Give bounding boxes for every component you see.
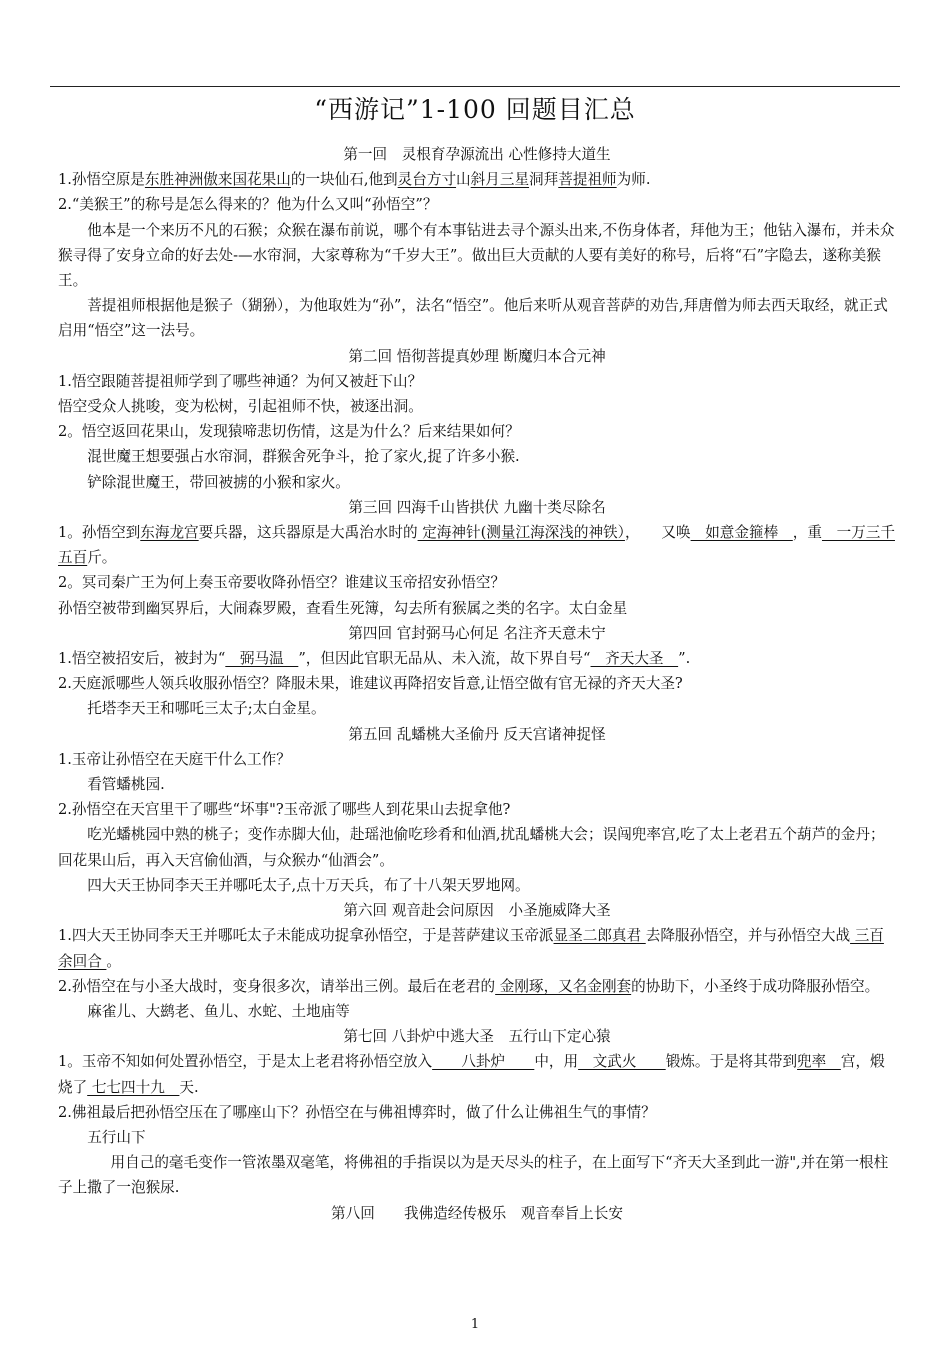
answer-blank: 定海神针(测量江海深浅的神铁） xyxy=(417,524,625,542)
chapter-heading: 第四回 官封弼马心何足 名注齐天意未宁 xyxy=(348,624,606,642)
question: 1.玉帝让孙悟空在天庭干什么工作？ xyxy=(58,750,291,768)
question: 2.孙悟空在天宫里干了哪些“坏事"?玉帝派了哪些人到花果山去捉拿他? xyxy=(58,801,511,819)
answer-blank: 显圣二郎真君 xyxy=(553,927,646,945)
question: 2.“美猴王”的称号是怎么得来的？他为什么又叫“孙悟空”？ xyxy=(58,196,438,214)
document-title: “西游记”1-100 回题目汇总 xyxy=(314,95,636,124)
answer-blank: 斜月三星 xyxy=(470,171,530,189)
answer: 混世魔王想要强占水帘洞，群猴舍死争斗，抢了家火,捉了许多小猴. xyxy=(87,448,520,466)
answer: 用自己的毫毛变作一管浓墨双毫笔，将佛祖的手指误以为是天尽头的柱子，在上面写下“齐天大圣到此一游",并在第一根柱子上撒了一泡猴尿. xyxy=(58,1154,889,1197)
answer-blank: 兜率 xyxy=(797,1053,841,1071)
answer: 菩提祖师根据他是猴子（猢狲），为他取姓为“孙”，法名“悟空”。他后来听从观音菩萨的劝告,拜唐僧为师去西天取经，就正式启用“悟空”这一法号。 xyxy=(58,297,888,340)
answer-blank: 弼马温 xyxy=(225,650,299,668)
chapter-heading: 第六回 观音赴会问原因 小圣施威降大圣 xyxy=(343,902,611,920)
question: 1.四大天王协同李天王并哪吒太子未能成功捉拿孙悟空，于是菩萨建议玉帝派显圣二郎真君 去降服孙悟空，并与孙悟空大战 三百余回合 。 xyxy=(58,927,884,970)
answer-blank: 东胜神洲傲来国花果山 xyxy=(144,171,291,189)
answer: 看管蟠桃园. xyxy=(87,776,165,794)
question: 1.悟空被招安后，被封为“ 弼马温 ”，但因此官职无品从、未入流，故下界自号“ 齐天大圣 ”. xyxy=(58,650,691,668)
answer: 铲除混世魔王，带回被掳的小猴和家火。 xyxy=(87,473,350,491)
document-body xyxy=(58,142,896,1226)
answer: 四大天王协同李天王并哪吒太子,点十万天兵，布了十八架天罗地网。 xyxy=(87,876,530,894)
chapter-heading: 第五回 乱蟠桃大圣偷丹 反天宫诸神捉怪 xyxy=(348,725,606,743)
answer: 孙悟空被带到幽冥界后，大闹森罗殿，查看生死簿，勾去所有猴属之类的名字。太白金星 xyxy=(58,599,628,617)
answer-blank: 七七四十九 xyxy=(87,1078,180,1096)
answer: 麻雀儿、大鹚老、鱼儿、水蛇、土地庙等 xyxy=(87,1002,350,1020)
answer: 托塔李天王和哪吒三太子;太白金星。 xyxy=(87,700,326,718)
answer-blank: 齐天大圣 xyxy=(590,650,679,668)
chapter-heading: 第八回 我佛造经传极乐 观音奉旨上长安 xyxy=(331,1204,623,1222)
answer-blank: 金刚琢，又名金刚套 xyxy=(495,977,632,995)
chapter-heading: 第一回 灵根育孕源流出 心性修持大道生 xyxy=(343,146,611,163)
question: 2.孙悟空在与小圣大战时，变身很多次，请举出三例。最后在老君的 金刚琢，又名金刚套的协助下，小圣终于成功降服孙悟空。 xyxy=(58,977,880,995)
answer-blank: 三百余回合 xyxy=(58,927,884,970)
page-number: 1 xyxy=(470,1317,480,1332)
answer-blank: 文武火 xyxy=(578,1053,666,1071)
question: 1.孙悟空原是东胜神洲傲来国花果山的一块仙石,他到灵台方寸山斜月三星洞拜菩提祖师为师. xyxy=(58,171,651,189)
answer: 五行山下 xyxy=(87,1128,146,1146)
chapter-heading: 第七回 八卦炉中逃大圣 五行山下定心猿 xyxy=(343,1028,611,1046)
question: 2。悟空返回花果山，发现猿啼悲切伤情，这是为什么？后来结果如何？ xyxy=(58,423,520,441)
answer-blank: 一万三千五百 xyxy=(58,524,895,567)
chapter-heading: 第二回 悟彻菩提真妙理 断魔归本合元神 xyxy=(348,347,606,365)
answer-blank: 八卦炉 xyxy=(432,1053,535,1071)
answer-blank: 如意金箍棒 xyxy=(690,524,793,542)
answer-blank: 菩提祖师 xyxy=(558,171,617,189)
question: 2.佛祖最后把孙悟空压在了哪座山下？孙悟空在与佛祖博弈时，做了什么让佛祖生气的事情？ xyxy=(58,1103,656,1121)
answer-blank: 东海龙宫 xyxy=(140,524,199,542)
question: 2。冥司秦广王为何上奏玉帝要收降孙悟空？谁建议玉帝招安孙悟空？ xyxy=(58,574,506,592)
chapter-heading: 第三回 四海千山皆拱伏 九幽十类尽除名 xyxy=(348,498,606,516)
answer: 悟空受众人挑唆，变为松树，引起祖师不快，被逐出洞。 xyxy=(58,398,423,416)
answer: 吃光蟠桃园中熟的桃子；变作赤脚大仙，赴瑶池偷吃珍肴和仙酒,扰乱蟠桃大会；误闯兜率宫,吃了太上老君五个葫芦的金丹；回花果山后，再入天宫偷仙酒，与众猴办“仙酒会”。 xyxy=(58,826,885,869)
question: 1。孙悟空到东海龙宫要兵器，这兵器原是大禹治水时的 定海神针(测量江海深浅的神铁）， 又唤 如意金箍棒 ，重 一万三千五百斤。 xyxy=(58,524,895,567)
answer: 他本是一个来历不凡的石猴；众猴在瀑布前说，哪个有本事钻进去寻个源头出来,不伤身体者，拜他为王；他钻入瀑布，并未众猴寻得了安身立命的好去处-—水帘洞，大家尊称为“千岁大王”。做出巨大贡献的人要有美好的称号，后将“石”字隐去，遂称美猴王。 xyxy=(58,221,895,290)
answer-blank: 灵台方寸 xyxy=(397,171,457,189)
question: 1。玉帝不知如何处置孙悟空，于是太上老君将孙悟空放入 八卦炉 中，用 文武火 锻炼。于是将其带到兜率 宫，煅烧了 七七四十九 天. xyxy=(58,1053,885,1096)
question: 1.悟空跟随菩提祖师学到了哪些神通？为何又被赶下山？ xyxy=(58,372,423,390)
header-rule xyxy=(50,86,900,87)
question: 2.天庭派哪些人领兵收服孙悟空？降服未果，谁建议再降招安旨意,让悟空做有官无禄的齐天大圣? xyxy=(58,675,683,693)
